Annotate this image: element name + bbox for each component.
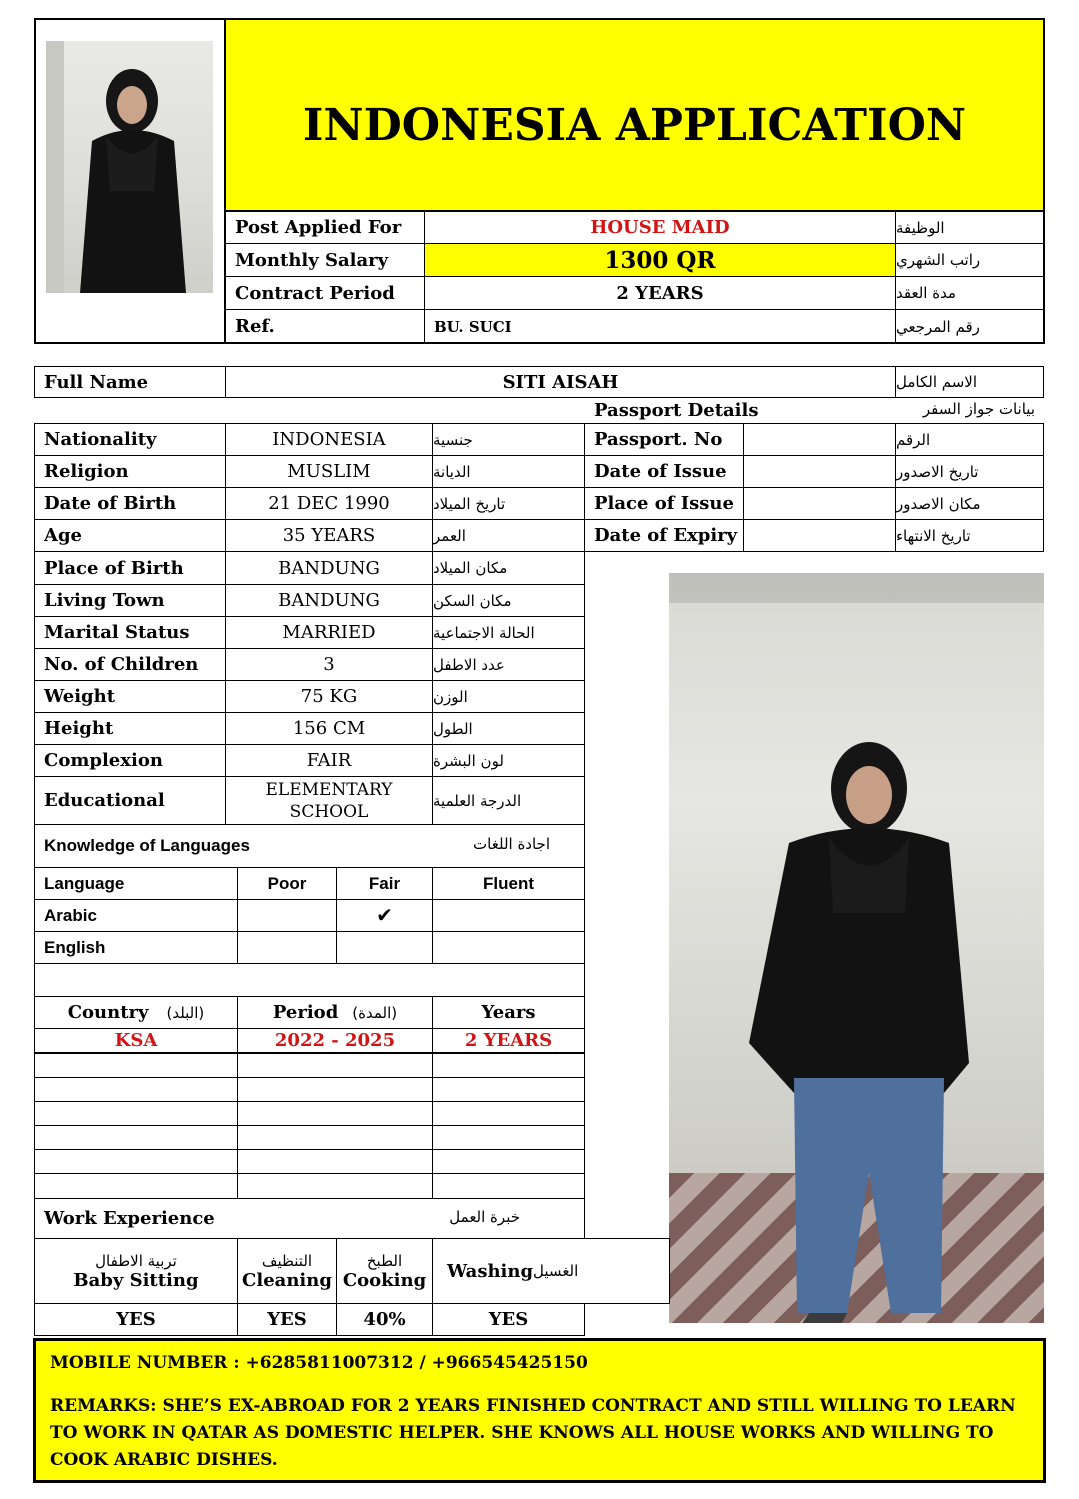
personal-label: Age <box>34 519 226 552</box>
personal-label: Religion <box>34 455 226 488</box>
personal-value: 21 DEC 1990 <box>225 487 433 520</box>
skill-value: 40% <box>336 1303 433 1336</box>
personal-value: ELEMENTARY SCHOOL <box>225 776 433 825</box>
title-banner <box>226 20 1043 211</box>
experience-period <box>237 1173 433 1199</box>
language-column-header: Poor <box>237 867 337 900</box>
contract-arabic: مدة العقد <box>895 276 1044 310</box>
experience-period: 2022 - 2025 <box>237 1028 433 1053</box>
language-poor <box>237 931 337 964</box>
languages-heading-arabic: اجادة اللغات <box>473 835 550 853</box>
personal-arabic: العمر <box>432 519 585 552</box>
personal-arabic: الوزن <box>432 680 585 713</box>
personal-label: Educational <box>34 776 226 825</box>
post-label: Post Applied For <box>225 211 425 244</box>
experience-country <box>34 1149 238 1174</box>
personal-value: FAIR <box>225 744 433 777</box>
language-fluent <box>432 931 585 964</box>
personal-label: Weight <box>34 680 226 713</box>
personal-arabic: الطول <box>432 712 585 745</box>
personal-arabic: مكان الميلاد <box>432 551 585 585</box>
passport-value <box>743 423 896 456</box>
mobile-number: MOBILE NUMBER : +6285811007312 / +966545425150 <box>50 1353 588 1373</box>
period-column-header <box>237 996 433 1029</box>
passport-label: Place of Issue <box>584 487 744 520</box>
ref-value: BU. SUCI <box>424 309 896 344</box>
post-arabic: الوظيفة <box>895 211 1044 244</box>
personal-value: INDONESIA <box>225 423 433 456</box>
person-figure-icon <box>46 41 213 293</box>
skill-label: Baby Sitting <box>73 1269 199 1291</box>
salary-label: Monthly Salary <box>225 243 425 277</box>
language-column-header: Language <box>34 867 238 900</box>
personal-label: Place of Birth <box>34 551 226 585</box>
language-fluent <box>432 899 585 932</box>
passport-arabic: الرقم <box>895 423 1044 456</box>
contract-value: 2 YEARS <box>424 276 896 310</box>
country-column-header <box>34 996 238 1029</box>
skill-arabic: الطبخ <box>366 1251 403 1270</box>
passport-arabic: تاريخ الاصدور <box>895 455 1044 488</box>
personal-label: Complexion <box>34 744 226 777</box>
passport-value <box>743 487 896 520</box>
full-name-value: SITI AISAH <box>225 366 896 398</box>
personal-value: 3 <box>225 648 433 681</box>
experience-period <box>237 1077 433 1102</box>
language-name: English <box>34 931 238 964</box>
personal-value: 75 KG <box>225 680 433 713</box>
period-header-arabic: (المدة) <box>352 1003 398 1022</box>
full-name-label: Full Name <box>34 366 226 398</box>
experience-period <box>237 1101 433 1126</box>
experience-years <box>432 1101 585 1126</box>
personal-arabic: الدرجة العلمية <box>432 776 585 825</box>
years-column-header: Years <box>432 996 585 1029</box>
personal-arabic: لون البشرة <box>432 744 585 777</box>
personal-arabic: جنسية <box>432 423 585 456</box>
remarks-text: REMARKS: SHE’S EX-ABROAD FOR 2 YEARS FINISHED CONTRACT AND STILL WILLING TO LEARN TO WORK IN QATAR AS DOMESTIC HELPER. SHE KNOWS ALL HOUSE WORKS AND WILLING TO COOK ARABIC DISHES. <box>50 1396 1016 1470</box>
personal-value: 156 CM <box>225 712 433 745</box>
language-spacer-row <box>34 963 585 997</box>
country-header-arabic: (البلد) <box>166 1003 205 1022</box>
experience-years <box>432 1077 585 1102</box>
post-value: HOUSE MAID <box>424 211 896 244</box>
ref-arabic: رقم المرجعي <box>895 309 1044 344</box>
experience-period <box>237 1125 433 1150</box>
contract-label: Contract Period <box>225 276 425 310</box>
personal-arabic: الديانة <box>432 455 585 488</box>
passport-heading: Passport Details <box>594 400 759 421</box>
language-poor <box>237 899 337 932</box>
passport-arabic: مكان الاصدور <box>895 487 1044 520</box>
skill-header <box>237 1238 337 1304</box>
skill-arabic: التنظيف <box>261 1251 313 1270</box>
passport-arabic: تاريخ الانتهاء <box>895 519 1044 552</box>
personal-arabic: الحالة الاجتماعية <box>432 616 585 649</box>
salary-arabic: راتب الشهري <box>895 243 1044 277</box>
skill-label: Cooking <box>342 1269 427 1291</box>
skill-header <box>336 1238 433 1304</box>
personal-value: MARRIED <box>225 616 433 649</box>
passport-heading-arabic: بيانات جواز السفر <box>922 400 1035 418</box>
passport-label: Date of Expiry <box>584 519 744 552</box>
experience-period <box>237 1053 433 1078</box>
experience-years: 2 YEARS <box>432 1028 585 1053</box>
personal-label: Date of Birth <box>34 487 226 520</box>
languages-heading: Knowledge of Languages <box>34 824 585 868</box>
experience-years <box>432 1053 585 1078</box>
passport-value <box>743 519 896 552</box>
personal-label: No. of Children <box>34 648 226 681</box>
personal-arabic: مكان السكن <box>432 584 585 617</box>
work-experience-heading: Work Experience <box>34 1198 585 1239</box>
personal-value: 35 YEARS <box>225 519 433 552</box>
experience-years <box>432 1149 585 1174</box>
experience-country <box>34 1053 238 1078</box>
full-body-photo <box>669 573 1044 1323</box>
personal-arabic: عدد الاطفل <box>432 648 585 681</box>
skill-arabic: الغسيل <box>533 1262 579 1280</box>
skill-header <box>34 1238 238 1304</box>
experience-years <box>432 1173 585 1199</box>
passport-value <box>743 455 896 488</box>
language-column-header: Fluent <box>432 867 585 900</box>
personal-value: MUSLIM <box>225 455 433 488</box>
page-title: INDONESIA APPLICATION <box>302 99 967 151</box>
personal-label: Height <box>34 712 226 745</box>
language-name: Arabic <box>34 899 238 932</box>
skill-label: Cleaning <box>242 1269 332 1291</box>
skill-value: YES <box>34 1303 238 1336</box>
language-fair <box>336 931 433 964</box>
experience-country <box>34 1077 238 1102</box>
experience-country <box>34 1173 238 1199</box>
experience-country: KSA <box>34 1028 238 1053</box>
salary-value: 1300 QR <box>424 243 896 277</box>
standing-person-icon <box>669 573 1044 1323</box>
experience-years <box>432 1125 585 1150</box>
language-fair: ✔ <box>336 899 433 932</box>
remarks-box <box>33 1338 1046 1483</box>
full-name-arabic: الاسم الكامل <box>895 366 1044 398</box>
period-header-label: Period <box>272 1002 339 1023</box>
ref-label: Ref. <box>225 309 425 344</box>
experience-country <box>34 1101 238 1126</box>
experience-country <box>34 1125 238 1150</box>
skill-header <box>432 1238 670 1304</box>
language-column-header: Fair <box>336 867 433 900</box>
portrait-photo-small <box>46 41 213 293</box>
skill-arabic: تربية الاطفال <box>95 1251 177 1270</box>
passport-label: Passport. No <box>584 423 744 456</box>
personal-arabic: تاريخ الميلاد <box>432 487 585 520</box>
personal-value: BANDUNG <box>225 584 433 617</box>
experience-period <box>237 1149 433 1174</box>
personal-label: Living Town <box>34 584 226 617</box>
personal-label: Marital Status <box>34 616 226 649</box>
country-header-label: Country <box>67 1002 149 1023</box>
skill-value: YES <box>237 1303 337 1336</box>
skill-value: YES <box>432 1303 585 1336</box>
passport-label: Date of Issue <box>584 455 744 488</box>
work-experience-heading-arabic: خبرة العمل <box>449 1208 520 1226</box>
personal-value: BANDUNG <box>225 551 433 585</box>
skill-label: Washing <box>447 1260 534 1282</box>
personal-label: Nationality <box>34 423 226 456</box>
